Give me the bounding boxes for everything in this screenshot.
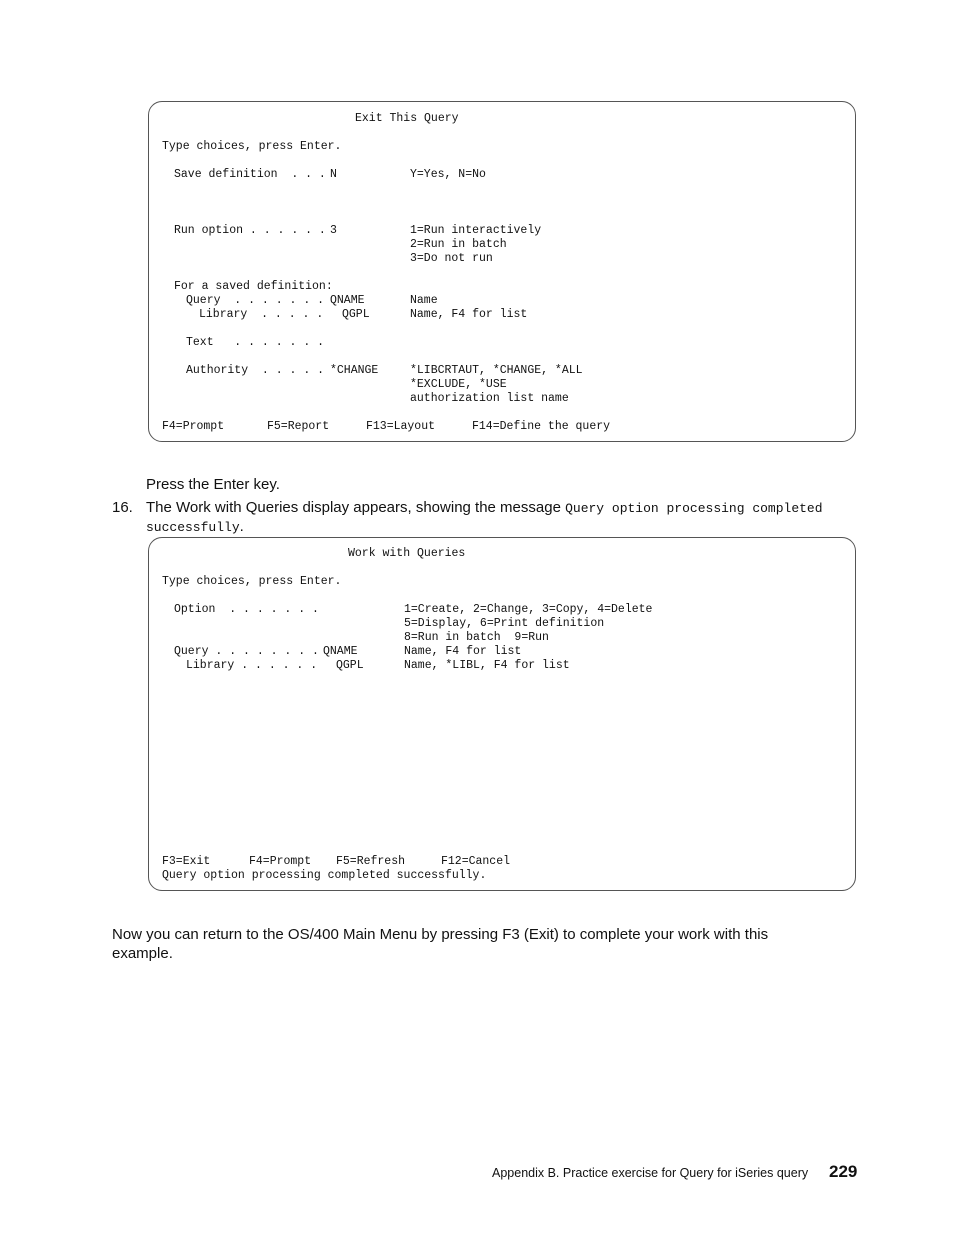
save-definition-field[interactable]: N — [330, 168, 337, 181]
f3-exit-key[interactable]: F3=Exit — [162, 855, 211, 868]
query-field[interactable]: QNAME — [330, 294, 365, 307]
run-option-hint-1: 1=Run interactively — [410, 224, 542, 237]
query-hint: Name, F4 for list — [404, 645, 522, 658]
f4-prompt-key[interactable]: F4=Prompt — [162, 420, 225, 433]
f13-layout-key[interactable]: F13=Layout — [366, 420, 436, 433]
f12-cancel-key[interactable]: F12=Cancel — [441, 855, 511, 868]
closing-paragraph: Now you can return to the OS/400 Main Menu by pressing F3 (Exit) to complete your work with this example. — [112, 926, 769, 962]
library-field[interactable]: QGPL — [336, 659, 364, 672]
save-definition-hint: Y=Yes, N=No — [410, 168, 486, 181]
library-label: Library . . . . . . — [186, 659, 318, 672]
query-hint: Name — [410, 294, 438, 307]
option-hint-3: 8=Run in batch 9=Run — [404, 631, 549, 644]
query-label: Query . . . . . . . . — [174, 645, 319, 658]
step-message-code-end: successfully — [146, 520, 240, 535]
option-label: Option . . . . . . . — [174, 603, 319, 616]
step-number: 16. — [112, 499, 133, 516]
f14-define-query-key[interactable]: F14=Define the query — [472, 420, 611, 433]
save-definition-label: Save definition . . . — [174, 168, 326, 181]
authority-hint-1: *LIBCRTAUT, *CHANGE, *ALL — [410, 364, 583, 377]
library-hint: Name, F4 for list — [410, 308, 528, 321]
authority-hint-2: *EXCLUDE, *USE — [410, 378, 507, 391]
library-hint: Name, *LIBL, F4 for list — [404, 659, 570, 672]
work-with-queries-screen — [148, 537, 856, 891]
page-number: 229 — [829, 1162, 858, 1181]
library-label: Library . . . . . — [199, 308, 324, 321]
run-option-hint-3: 3=Do not run — [410, 252, 493, 265]
step-message-code: Query option processing completed — [565, 501, 823, 516]
text-label: Text . . . . . . . — [186, 336, 325, 349]
authority-field[interactable]: *CHANGE — [330, 364, 379, 377]
option-field[interactable] — [320, 603, 390, 617]
run-option-field[interactable]: 3 — [330, 224, 337, 237]
option-hint-2: 5=Display, 6=Print definition — [404, 617, 605, 630]
query-field[interactable]: QNAME — [323, 645, 358, 658]
option-hint-1: 1=Create, 2=Change, 3=Copy, 4=Delete — [404, 603, 653, 616]
f5-refresh-key[interactable]: F5=Refresh — [336, 855, 406, 868]
running-footer: Appendix B. Practice exercise for Query for iSeries query — [492, 1166, 809, 1180]
query-label: Query . . . . . . . — [186, 294, 325, 307]
instruction-text: Type choices, press Enter. — [162, 140, 342, 153]
f4-prompt-key[interactable]: F4=Prompt — [249, 855, 312, 868]
step-period: . — [239, 518, 244, 535]
instruction-text: Type choices, press Enter. — [162, 575, 342, 588]
authority-hint-3: authorization list name — [410, 392, 569, 405]
screen-title: Exit This Query — [355, 112, 459, 125]
run-option-label: Run option . . . . . . — [174, 224, 326, 237]
press-enter-text: Press the Enter key. — [146, 476, 280, 493]
status-message: Query option processing completed successfully. — [162, 869, 487, 882]
f5-report-key[interactable]: F5=Report — [267, 420, 330, 433]
saved-definition-heading: For a saved definition: — [174, 280, 333, 293]
step-text: The Work with Queries display appears, showing the message — [146, 499, 566, 516]
step-16-text — [146, 498, 856, 518]
run-option-hint-2: 2=Run in batch — [410, 238, 507, 251]
authority-label: Authority . . . . . — [186, 364, 325, 377]
screen-title: Work with Queries — [348, 547, 466, 560]
step-16-text-line2 — [146, 517, 244, 537]
library-field[interactable]: QGPL — [342, 308, 370, 321]
